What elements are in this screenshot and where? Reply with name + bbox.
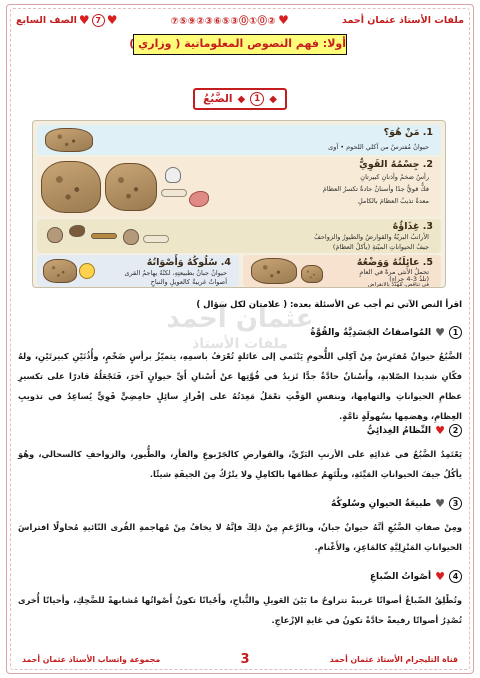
- infographic-text: جيفُ الحيواناتِ الميّتةِ (يأكلُ العظامَ): [332, 243, 429, 251]
- heart-icon: ♥: [435, 497, 445, 510]
- hyena-head-illustration: [41, 161, 101, 213]
- bone-icon: [143, 235, 169, 243]
- section-heading: [18, 424, 462, 437]
- rabbit-icon: [47, 227, 63, 243]
- page-number: 3: [240, 651, 250, 667]
- section-number: 2: [449, 424, 462, 437]
- hyena-illustration: [43, 259, 77, 283]
- section-heading: [18, 497, 462, 510]
- heart-icon: ♥: [435, 424, 445, 437]
- infographic-text: أصواتٌ غريبةٌ كالعويلِ والنباحِ: [150, 278, 227, 286]
- section-title: أصْواتُ الضّباعِ: [369, 571, 432, 582]
- instructions: اقرأ النص الآتي ثم أجب عن الأسئلة بعده: ( علامتان لكل سؤال ): [196, 300, 462, 310]
- page-header: [16, 10, 464, 30]
- section-physical: [18, 326, 462, 426]
- section-behavior: [18, 497, 462, 557]
- section-paragraph: ومِنْ صفاتِ الضَّبُعِ أنَّهُ حيوانٌ جبانٌ، وبالرَّغمِ مِنْ ذلِكَ فإنَّهُ لا يخافُ مِنْ مُهاجمةِ القُرى النّائيةِ مُحاولًا افتراسَ الحيواناتِ المَنْزِلِيَّةِ كالمَاعِزِ، والأَغْنامِ.: [18, 522, 462, 552]
- watermark-sub: ملفات الأستاذ: [192, 336, 288, 352]
- section-paragraph: الضَّبُعُ حيوانٌ مُفتَرِسٌ مِنْ آكِلي اللُّحومِ يَنْتَمي إلى عائلةٍ تُعْرَفُ باسمِهِ، يتميّزُ برأسٍ ضَخْمٍ، وأُذُنَيْنِ كبيرتَيْنِ، ولهُ فكّانِ شديدا الصّلابةِ، وأَسْنانٌ حادَّةٌ جدًّا تَزيدُ في قُوَّتِها عنْ أَسْنانِ أَيِّ حيوانٍ آخرَ، فَتَجْعَلُهُ قادرًا على تكسيرِ عظامِ الحيواناتِ والتهامِها، وبنفسِ الوَقْتِ تعْمَلُ مَعِدَتُهُ على إفْرازِ سائِلٍ حامِضِيٍّ قَوِيٍّ يُساعِدُ في تذويبِ العِظامِ، وهضمِها بسُهولَةٍ تامَّةٍ.: [18, 351, 462, 421]
- infographic-title: 2. جِسْمُهُ القَوِيُّ: [359, 159, 433, 170]
- infographic-text: الأرانبُ البريّةُ والقوارضُ والطيورُ والزواحفُ: [314, 233, 429, 241]
- infographic-section-who: [37, 125, 441, 155]
- topic-label: الضَّبُعُ: [203, 93, 233, 105]
- grade-label: الصف السابع: [16, 14, 77, 26]
- hyena-infographic: [32, 120, 446, 288]
- skull-icon: [165, 167, 181, 183]
- sound-icon: [79, 263, 95, 279]
- infographic-text: في تناقصٍ، مُهدّدٌ بالانقراضِ: [367, 282, 429, 288]
- heart-icon: ♥: [278, 13, 289, 27]
- header-phone-group: [171, 13, 289, 27]
- page-footer: [22, 650, 458, 668]
- section-sounds: [18, 570, 462, 630]
- footer-telegram: قناة التليجرام الأستاذ عثمان أحمد: [329, 654, 458, 664]
- bone-icon: [161, 189, 187, 197]
- section-title: المُواصفاتُ الجَسَدِيَّةُ والقُوَّةُ: [310, 327, 432, 338]
- section-title: طبيعَةُ الحيوانِ وسُلوكُهُ: [331, 498, 432, 509]
- heart-icon: ♥: [106, 13, 118, 27]
- infographic-section-family: [243, 255, 441, 287]
- infographic-text: معدةٌ تذيبُ العظامَ بالكاملِ: [357, 197, 429, 205]
- infographic-text: حيوانٌ مُفترسٌ من آكلي اللحوم • آوى: [328, 143, 429, 151]
- hyena-jaw-illustration: [105, 163, 157, 211]
- unit-title: أولا: فهم النصوص المعلوماتية ( وزاري ): [133, 34, 347, 55]
- infographic-title: 3. غِذَاؤُهُ: [392, 221, 433, 232]
- grade-number: 7: [92, 14, 105, 27]
- infographic-section-behavior: [37, 255, 239, 287]
- footer-whatsapp: مجموعة واتساب الأستاذ عثمان أحمد: [22, 654, 161, 664]
- section-paragraph: يَعْتَمِدُ الضَّبُعُ في غذائِهِ على الأرنبِ البَرِّيِّ، والقوارضِ كالجَرْبوعِ والفأرِ، والطُّيورِ، والزواحفِ كالسحالي، وهُوَ يأكُلُ جيفَ الحيواناتِ المَيِّتَةِ، ويلْتَهِمُ عظامَها بالكامِلِ ولا يتْرُكُ مِنَ الجيفَةِ شيئًا.: [18, 449, 462, 479]
- section-number: 4: [449, 570, 462, 583]
- infographic-text: حيوانٌ جبانٌ بطبيعتِهِ، لكنّهُ يهاجمُ القرى: [124, 269, 227, 277]
- section-number: 3: [449, 497, 462, 510]
- infographic-title: 5. عائِلَتُهُ وَوَضْعُهُ: [356, 257, 433, 268]
- topic-number: 1: [250, 92, 264, 106]
- infographic-text: (تلدُ 3-4 جِراء): [389, 275, 429, 283]
- stomach-icon: [189, 191, 209, 207]
- infographic-section-body: [37, 157, 441, 217]
- section-heading: [18, 570, 462, 583]
- infographic-section-diet: [37, 219, 441, 253]
- heart-icon: ♥: [435, 326, 445, 339]
- section-number: 1: [449, 326, 462, 339]
- infographic-text: فكٌّ قويٌّ جدًا وأسنانٌ حادةٌ تكسرُ العظامَ: [322, 185, 429, 193]
- header-title: ملفات الأستاذ عثمان أحمد: [342, 14, 464, 26]
- hyena-cub-illustration: [301, 265, 323, 283]
- diamond-icon: ◆: [237, 93, 246, 105]
- topic-title: [193, 88, 287, 110]
- section-heading: [18, 326, 462, 339]
- rodent-icon: [123, 229, 139, 245]
- lizard-icon: [91, 233, 117, 239]
- diamond-icon: ◆: [269, 93, 277, 105]
- infographic-title: 4. سُلُوكُهُ وَأَصْوَاتُهُ: [146, 257, 231, 268]
- hyena-family-illustration: [251, 258, 297, 284]
- header-phone: ②⓪①⓪③⑤⑥③②⑨⑤⑦: [170, 16, 277, 27]
- hyena-illustration: [45, 128, 93, 152]
- section-diet: [18, 424, 462, 484]
- infographic-text: تحملُ الأنثى مرةً في العامِ: [359, 268, 429, 276]
- section-paragraph: وتُطْلِقُ الضّباعُ أصواتًا غريبةً تتراوحُ ما بَيْنَ العَويلِ والنُّباحِ، وأَحْيانًا تكونُ أَصْواتُها مُشابهةً للضَّحِكِ، وأحيانًا أُخرى تُصْدِرُ أصواتًا رفيعةً حادَّةً تكونُ في غايةِ الإزْعاجِ.: [18, 595, 462, 625]
- infographic-text: رأسٌ ضخمٌ وأذنانِ كبيرتانِ: [360, 173, 429, 181]
- bird-icon: [69, 225, 85, 237]
- heart-icon: ♥: [78, 13, 90, 27]
- heart-icon: ♥: [435, 570, 445, 583]
- watermark-main: عثمان أحمد: [166, 304, 314, 334]
- infographic-title: 1. مَنْ هُوَ؟: [383, 127, 433, 138]
- section-title: النِّظامُ الغِذائِيُّ: [366, 425, 432, 436]
- grade-badge: [16, 14, 117, 27]
